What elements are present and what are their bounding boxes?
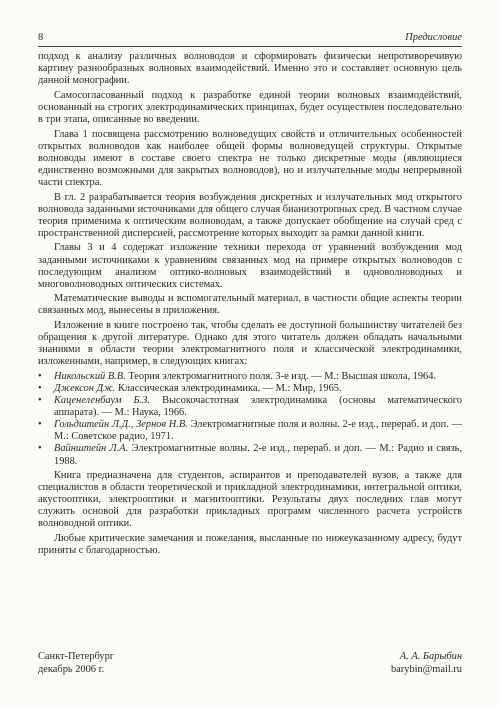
- reference-details: Классическая электродинамика. — М.: Мир, 1965.: [115, 382, 342, 394]
- bullet: •: [38, 382, 42, 394]
- reference-authors: Никольский В.В.: [54, 370, 126, 382]
- paragraph: Книга предназначена для студентов, аспирантов и преподавателей вузов, а также для специалистов в области теоретической и прикладной электродинамики, интегральной оптики, акустооптики, электрооптики и магнитооптики. Результаты двух последних глав могут служить основой для разработки прикладных программ численного расчета устройств волноводной оптики.: [38, 470, 462, 530]
- reference-item: [38, 443, 462, 467]
- paragraph: Изложение в книге построено так, чтобы сделать ее доступной большинству читателей без обращения к другой литературе. Однако для этого читатель должен обладать начальными знаниями в области теории электромагнитного поля и классической электродинамики, изложенными, например, в следующих книгах:: [38, 319, 462, 368]
- paragraph: Самосогласованный подход к разработке единой теории волновых взаимодействий, основанный на строгих электродинамических принципах, будет осуществлен последовательно в три этапа, описанные во введении.: [38, 89, 462, 125]
- paragraph: Главы 3 и 4 содержат изложение техники перехода от уравнений возбуждения мод заданными источниками к уравнениям связанных мод на примере открытых волноводов с последующим анализом оптико-волновых взаимодействий в одноволноводных и многоволноводных оптических системах.: [38, 242, 462, 290]
- reference-authors: Каценеленбаум Б.З.: [54, 395, 151, 407]
- page-body: [38, 51, 462, 560]
- reference-item: [38, 395, 462, 419]
- paragraph: Глава 1 посвящена рассмотрению волноведущих свойств и отличительных особенностей открытых волноводов как наиболее общей формы волноведущей структуры. Открытые волноводы имеют в составе своего спектра не только дискретные моды (являющиеся единственно возможными для закрытых волноводов), но и излучательные моды непрерывной части спектра.: [38, 128, 462, 188]
- city: Санкт-Петербург: [38, 651, 115, 662]
- running-header: [38, 30, 462, 44]
- reference-details: Электромагнитные волны. 2-е изд., перераб. и доп. — М.: Радио и связь, 1988.: [54, 443, 462, 467]
- date: декабрь 2006 г.: [38, 663, 105, 675]
- reference-details: Теория электромагнитного поля. 3-е изд. — М.: Высшая школа, 1964.: [125, 370, 437, 382]
- author-name: А. А. Барыбин: [399, 651, 462, 662]
- bullet: •: [38, 395, 42, 407]
- signature-block: [38, 651, 462, 676]
- section-title: Предисловие: [405, 32, 462, 43]
- bullet: •: [38, 419, 42, 431]
- bullet: •: [38, 370, 42, 382]
- place-date: [38, 651, 114, 676]
- author-email[interactable]: barybin@mail.ru: [390, 663, 462, 675]
- header-rule: [38, 46, 462, 47]
- reference-details: Высокочастотная электродинамика (основы математического аппарата). — М.: Наука, 1966.: [54, 395, 462, 419]
- paragraph: Любые критические замечания и пожелания, высланные по нижеуказанному адресу, будут приняты с благодарностью.: [38, 533, 462, 557]
- reference-authors: Вайнштейн Л.А.: [54, 443, 129, 455]
- paragraph: подход к анализу различных волноводов и сформировать физически непротиворечивую картину разнообразных волновых взаимодействий. Именно это и составляет основную цель данной монографии.: [38, 51, 462, 87]
- author-contact: [391, 651, 462, 676]
- reference-list: [38, 371, 462, 468]
- paragraph: В гл. 2 разрабатывается теория возбуждения дискретных и излучательных мод открытого волновода заданными источниками для общего случая бианизотропных сред. В частном случае теория применима к оптическим волноводам, а также допускает обобщение на случай сред с пространственной дисперсией, рассмотрение которых выходит за рамки данной книги.: [38, 191, 462, 239]
- reference-details: Электромагнитные поля и волны. 2-е изд., перераб. и доп. — М.: Советское радио, 1971.: [54, 419, 462, 443]
- page-number: 8: [38, 32, 44, 43]
- paragraph: Математические выводы и вспомогательный материал, в частности общие аспекты теории связанных мод, вынесены в приложения.: [38, 293, 462, 317]
- reference-item: [38, 383, 462, 395]
- reference-item: [38, 371, 462, 383]
- reference-item: [38, 419, 462, 443]
- reference-authors: Джексон Дж.: [54, 382, 116, 394]
- bullet: •: [38, 443, 42, 455]
- reference-authors: Гольдштейн Л.Д., Зернов Н.В.: [54, 419, 188, 431]
